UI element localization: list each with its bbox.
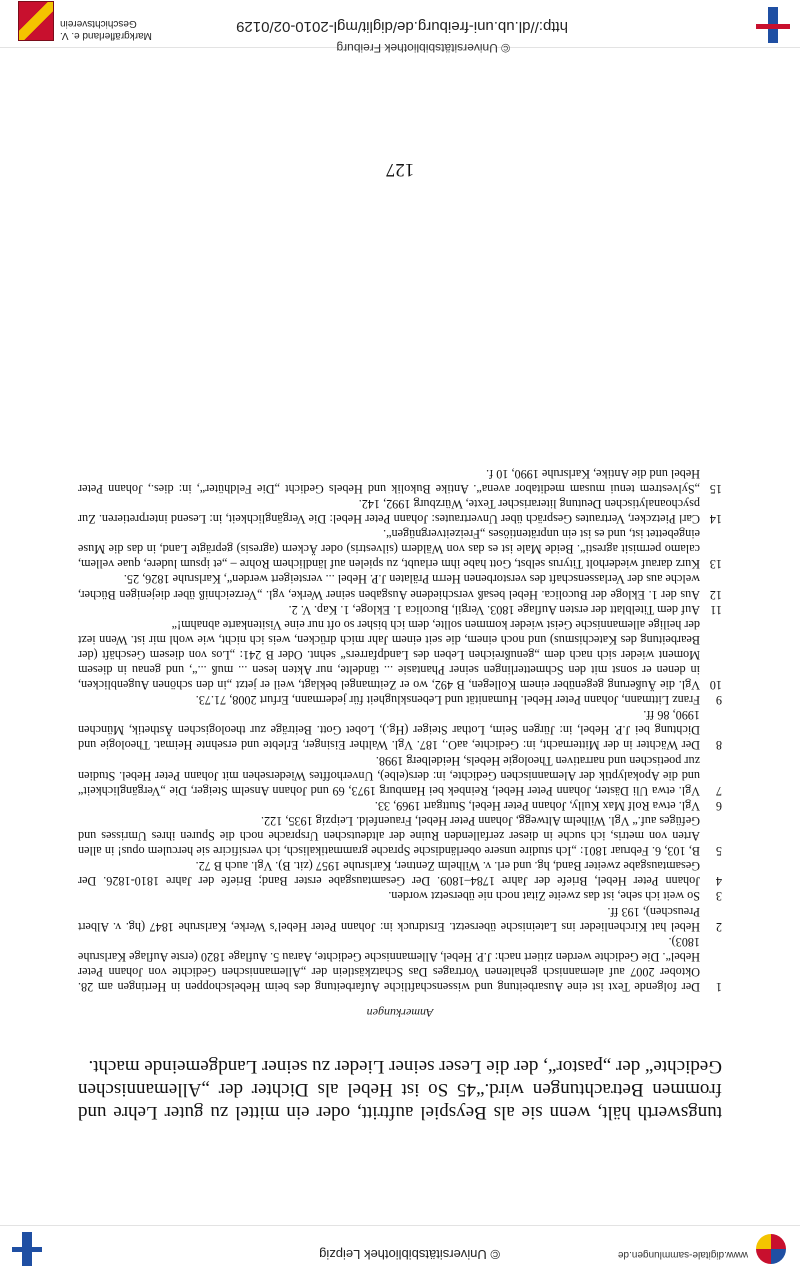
body-paragraph — [78, 1055, 722, 1124]
note-text: Kurz darauf wiederholt Tityrus selbst, Gott habe ihm erlaubt, zu spielen auf ländlichem Rohre – „et ipsum ludere, quae vellem, calamo permisit agresti“. Beide Male ist es das von Wäldern (silvestris) oder Äckern (agresis) geprägte Land, in das die Muse eingebettet ist, und es ist ein unprätentiöses „Freizeitvergnügen“. — [78, 527, 700, 572]
note-item — [78, 903, 722, 933]
note-text: Carl Pietzcker, Vertrautes Gespräch über Unvertrautes: Johann Peter Hebel: Die Vergänglichkeit, in: Lesend interpretieren. Zur psychoanalytischen Deutung literarischer Texte, Würzburg 1992, 142. — [78, 497, 700, 527]
note-number: 6 — [715, 798, 722, 813]
note-item — [78, 692, 722, 707]
society-line: Geschichtsverein — [60, 18, 137, 29]
note-text: „Sylvestrem tenui musam meditabor avena“. Antike Bukolik und Hebels Gedicht „Die Feldhüter“, in: dies., Johann Peter Hebel und die Antike, Karlsruhe 1990, 10 f. — [78, 466, 700, 496]
note-item — [78, 813, 722, 858]
body-text: tungswerth hält, wenn sie als Beyspiel auftritt, oder ein mittel zu guter Lehre und frommen Betrachtungen wird.“45 So ist Hebel als Dichter der „Allemannischen Gedichte“ der „pastor“, der die Leser seiner Lieder zu seiner Landgemeinde macht. — [78, 1056, 722, 1123]
society-crest-icon — [18, 1, 54, 41]
cross-mark-icon — [22, 1232, 32, 1266]
society-line: Markgräflerland e. V. — [60, 30, 152, 41]
note-item — [78, 934, 722, 994]
note-text: Vgl. etwa Rolf Max Kully, Johann Peter Hebel, Stuttgart 1969, 33. — [374, 798, 700, 813]
note-number: 2 — [715, 919, 722, 934]
note-item — [78, 571, 722, 601]
cross-mark-icon — [768, 7, 778, 43]
notes-heading: Anmerkungen — [366, 1006, 434, 1020]
note-item — [78, 858, 722, 888]
note-text: B, 103, 6. Februar 1801: „Ich studire unsere oberländische Sprache grammatikalisch, ich versificire sie herculem opus! in allen Arten von metris, ich suche in dieser zerfallenden Ruine der altdeutschen Ursprache noch die Spuren ihres Umrisses und Gefüges auf.“ Vgl. Wilhelm Altwegg, Johann Peter Hebel, Frauenfeld. Leipzig 1935, 122. — [78, 813, 700, 859]
note-text: Vgl. etwa Uli Däster, Johann Peter Hebel, Reinbek bei Hamburg 1973, 69 und Johann Anselm Steiger, Die „Vergänglichkeit“ und die Apokalyptik der Alemannischen Gedichte, in: ders(elbe), Unverhofftes Wiedersehen mit Johann Peter Hebel. Studien zur poetischen und narrativen Theologie Hebels, Heidelberg 1998. — [78, 753, 700, 798]
note-item — [78, 753, 722, 798]
note-number: 10 — [709, 678, 722, 693]
note-text: Aus der 1. Ekloge der Bucolica. Hebel besaß verschiedene Ausgaben seiner Werke, vgl. „Verzeichniß über diejenigen Bücher, welche aus der Verlassenschaft des verstorbenen Herrn Prälaten J.P. Hebel ... versteigert werden“, Karlsruhe 1826, 25. — [78, 572, 700, 602]
note-text: Auf dem Titelblatt der ersten Auflage 1803. Vergil, Bucolica 1. Ekloge, 1. Kap. V. 2. — [288, 602, 700, 617]
note-number: 15 — [709, 481, 722, 496]
note-number: 13 — [709, 557, 722, 572]
note-number: 14 — [709, 512, 722, 527]
viewer-header — [0, 1225, 800, 1274]
note-number: 11 — [710, 602, 722, 617]
library-logo-icon — [756, 1234, 786, 1264]
note-text: Vgl. die Äußerung gegenüber einem Kollegen, B 492, wo er Zeitmangel beklagt, weil er jetzt „in den schönen Augenblicken, in denen er sonst mit den Schmetterlingen seiner Phantasie ... tändelte, nur Akten lesen ... muß ...“, und genau in diesem Moment wieder sich nach dem „genußreichen Leben des Landpfarrers“ sehnt. Oder B 241: „Los von diesem Geschäft (der Bearbeitung des Katechismus) und noch einem, die seit einem Jahr mich drücken, weis ich nicht, wie wohl mir ist. Wenn iezt der heilige allemannische Geist wieder kommen sollte, dem ich bisher so oft nur eine Visitenkarte abnahm!“ — [78, 617, 700, 693]
note-text: Johann Peter Hebel, Briefe der Jahre 1784–1809. Der Gesamtausgabe erster Band; Briefe der Jahre 1810-1826. Der Gesamtausgabe zweiter Band, hg. und erl. v. Wilhelm Zentner, Karlsruhe 1957 (zit. B). Vgl. auch B 72. — [78, 859, 700, 889]
note-number: 4 — [715, 874, 722, 889]
source-link[interactable]: www.digitale-sammlungen.de — [617, 1249, 748, 1260]
note-number: 5 — [715, 844, 722, 859]
note-number: 7 — [715, 783, 722, 798]
page-number: 127 — [385, 159, 415, 180]
note-number: 1 — [715, 980, 722, 994]
note-number: 8 — [715, 738, 722, 753]
viewer-footer — [0, 0, 800, 55]
note-item — [78, 707, 722, 752]
note-item — [78, 602, 722, 617]
note-text: Franz Littmann, Johann Peter Hebel. Humanität und Lebensklugheit für jedermann, Erfurt 2008, 71.73. — [195, 693, 700, 708]
notes-list — [78, 466, 722, 994]
note-text: Der Wächter in der Mitternacht, in: Gedichte, aaO., 187. Vgl. Walther Eisinger, Erlebte und ersehnte Heimat. Theologie und Dichtung bei J.P. Hebel, in: Jürgen Seim, Lothar Steiger (Hg.), Lobet Gott. Beiträge zur theologischen Ästhetik, München 1990, 86 ff. — [78, 708, 700, 753]
note-item — [78, 526, 722, 571]
note-text: So weit ich sehe, ist das zweite Zitat noch nie übersetzt worden. — [388, 889, 700, 904]
society-name — [60, 17, 152, 41]
note-number: 3 — [715, 889, 722, 904]
library-credit: © Universitätsbibliothek Freiburg — [336, 41, 510, 55]
note-text: Der folgende Text ist eine Ausarbeitung und wissenschaftliche Aufarbeitung des beim Hebelschoppen in Hertingen am 28. Oktober 2007 auf alemannisch gehaltenen Vortrages Das Schatzkästlein der „Allemannischen Gedichte von Johann Peter Hebel“. Die Gedichte werden zitiert nach: J.P. Hebel, Allemannische Gedichte, Aarau 5. Auflage 1820 (erste Auflage Karlsruhe 1803). — [78, 934, 700, 994]
note-item — [78, 888, 722, 903]
permalink[interactable]: http://dl.ub.uni-freiburg.de/diglit/mgl-2010-02/0129 — [236, 18, 568, 35]
note-item — [78, 798, 722, 813]
note-item — [78, 496, 722, 526]
note-item — [78, 466, 722, 496]
library-credit: © Universitätsbibliothek Leipzig — [319, 1247, 500, 1262]
note-item — [78, 617, 722, 692]
note-number: 9 — [715, 693, 722, 708]
note-number: 12 — [709, 587, 722, 602]
note-text: Hebel hat Kirchenlieder ins Lateinische übersetzt. Erstdruck in: Johann Peter Hebel’s Werke, Karlsruhe 1847 (hg. v. Albert Preuschen), 193 ff. — [78, 904, 700, 934]
